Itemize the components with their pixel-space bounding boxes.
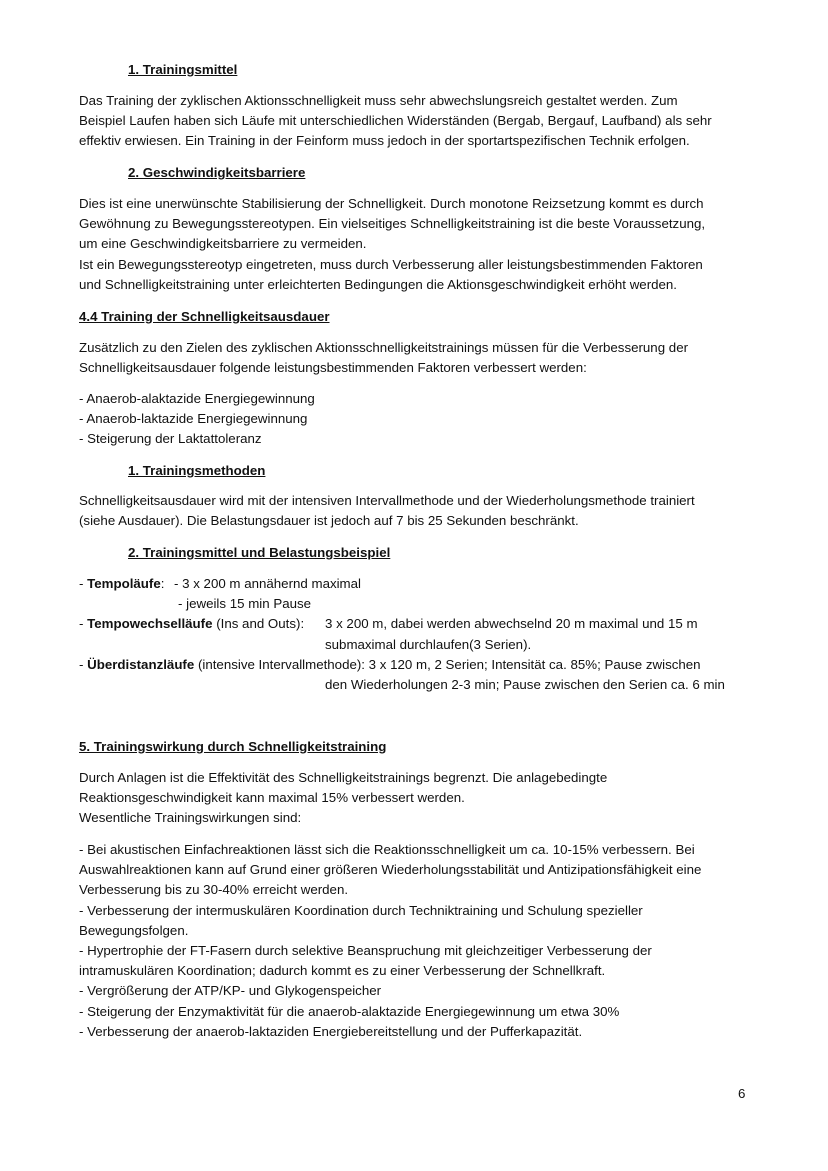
heading-trainingswirkung — [79, 737, 759, 757]
text-line: (siehe Ausdauer). Die Belastungsdauer ist jedoch auf 7 bis 25 Sekunden beschränkt. — [79, 513, 579, 529]
heading-text: 2. Geschwindigkeitsbarriere — [128, 165, 306, 180]
heading-trainingsmethoden — [128, 461, 808, 481]
text-line: Das Training der zyklischen Aktionsschnelligkeit muss sehr abwechslungsreich gestaltet werden. Zum — [79, 93, 678, 108]
list-line: Bewegungsfolgen. — [79, 922, 189, 938]
text-line: effektiv erwiesen. Ein Training in der Feinform muss jedoch in der sportartspezifischen Technik erfolgen. — [79, 133, 690, 149]
item-label: Überdistanzläufe — [87, 656, 195, 672]
list-faktoren — [79, 389, 759, 450]
list-line: Auswahlreaktionen kann auf Grund einer größeren Wiederholungsstabilität und Antizipationsfähigkeit eine — [79, 862, 702, 878]
heading-text: 4.4 Training der Schnelligkeitsausdauer — [79, 309, 330, 324]
item-detail: - 3 x 200 m annähernd maximal — [174, 576, 361, 591]
heading-geschwindigkeitsbarriere — [128, 163, 808, 183]
paragraph-schnelligkeitsausdauer — [79, 338, 759, 378]
list-line: Verbesserung bis zu 30-40% erreicht werden. — [79, 882, 349, 898]
list-item: - Anaerob-alaktazide Energiegewinnung — [79, 391, 315, 406]
paragraph-trainingswirkung — [79, 768, 759, 829]
item-label: Tempoläufe — [87, 576, 161, 591]
text-line: Gewöhnung zu Bewegungsstereotypen. Ein vielseitiges Schnelligkeitstraining ist die beste Voraussetzung, — [79, 216, 706, 232]
ueberdistanz-row-2 — [79, 675, 759, 695]
text-line: Dies ist eine unerwünschte Stabilisierung der Schnelligkeit. Durch monotone Reizsetzung kommt es durch — [79, 196, 704, 211]
item-colon: : — [160, 576, 165, 591]
list-line: - Bei akustischen Einfachreaktionen lässt sich die Reaktionsschnelligkeit um ca. 10-15% verbessern. Bei — [79, 842, 695, 857]
tempowechsel-row — [79, 614, 759, 634]
text-line: Wesentliche Trainingswirkungen sind: — [79, 810, 302, 826]
page-number: 6 — [738, 1086, 746, 1101]
heading-trainingsmittel — [128, 60, 808, 80]
list-item: - Anaerob-laktazide Energiegewinnung — [79, 411, 308, 427]
list-line: - Verbesserung der intermuskulären Koordination durch Techniktraining und Schulung spezieller — [79, 902, 643, 918]
item-rest: (intensive Intervallmethode): 3 x 120 m, 2 Serien; Intensität ca. 85%; Pause zwischen — [194, 656, 701, 672]
ueberdistanz-row — [79, 655, 759, 675]
text-line: Ist ein Bewegungsstereotyp eingetreten, muss durch Verbesserung aller leistungsbestimmenden Faktoren — [79, 256, 703, 272]
list-line: - Steigerung der Enzymaktivität für die anaerob-alaktazide Energiegewinnung um etwa 30% — [79, 1003, 620, 1019]
paragraph-trainingsmethoden — [79, 491, 759, 531]
heading-schnelligkeitsausdauer — [79, 307, 759, 327]
item-detail: 3 x 200 m, dabei werden abwechselnd 20 m maximal und 15 m — [325, 616, 698, 632]
heading-text: 1. Trainingsmittel — [128, 62, 238, 77]
item-detail: - jeweils 15 min Pause — [178, 596, 312, 612]
heading-text: 1. Trainingsmethoden — [128, 463, 266, 478]
tempowechsel-row-2 — [79, 635, 759, 655]
item-label: Tempowechselläufe — [87, 616, 213, 632]
list-belastungsbeispiel — [79, 574, 759, 695]
text-line: und Schnelligkeitstraining unter erleichterten Bedingungen die Aktionsgeschwindigkeit erhöht werden. — [79, 276, 678, 292]
text-line: um eine Geschwindigkeitsbarriere zu vermeiden. — [79, 236, 367, 252]
paragraph-trainingsmittel — [79, 91, 759, 152]
text-line: Durch Anlagen ist die Effektivität des Schnelligkeitstrainings begrenzt. Die anlagebedingte — [79, 770, 608, 785]
tempolaeufe-row — [79, 574, 759, 594]
list-item: - Steigerung der Laktattoleranz — [79, 431, 262, 447]
item-dash: - — [79, 616, 88, 632]
text-line: Beispiel Laufen haben sich Läufe mit unterschiedlichen Widerständen (Bergab, Bergauf, Laufband) als sehr — [79, 113, 712, 129]
heading-belastungsbeispiel — [128, 543, 808, 563]
item-rest: (Ins and Outs): — [212, 616, 305, 632]
list-line: intramuskulären Koordination; dadurch kommt es zu einer Verbesserung der Schnellkraft. — [79, 963, 606, 979]
list-trainingswirkungen — [79, 840, 759, 1042]
item-dash: - — [79, 576, 88, 591]
list-line: - Vergrößerung der ATP/KP- und Glykogenspeicher — [79, 983, 382, 999]
list-line: - Hypertrophie der FT-Fasern durch selektive Beanspruchung mit gleichzeitiger Verbesserung der — [79, 943, 652, 959]
tempolaeufe-row-2 — [79, 594, 759, 614]
text-line: Zusätzlich zu den Zielen des zyklischen Aktionsschnelligkeitstrainings müssen für die Verbesserung der — [79, 340, 689, 355]
list-line: - Verbesserung der anaerob-laktaziden Energiebereitstellung und der Pufferkapazität. — [79, 1023, 583, 1039]
text-line: Schnelligkeitsausdauer folgende leistungsbestimmenden Faktoren verbessert werden: — [79, 360, 587, 376]
item-detail: den Wiederholungen 2-3 min; Pause zwischen den Serien ca. 6 min — [325, 676, 725, 692]
heading-text: 5. Trainingswirkung durch Schnelligkeitstraining — [79, 739, 387, 754]
item-dash: - — [79, 656, 88, 672]
text-line: Reaktionsgeschwindigkeit kann maximal 15% verbessert werden. — [79, 790, 465, 806]
heading-text: 2. Trainingsmittel und Belastungsbeispiel — [128, 545, 391, 560]
paragraph-geschwindigkeitsbarriere — [79, 194, 759, 295]
item-detail: submaximal durchlaufen(3 Serien). — [325, 636, 532, 652]
text-line: Schnelligkeitsausdauer wird mit der intensiven Intervallmethode und der Wiederholungsmethode trainiert — [79, 493, 695, 508]
